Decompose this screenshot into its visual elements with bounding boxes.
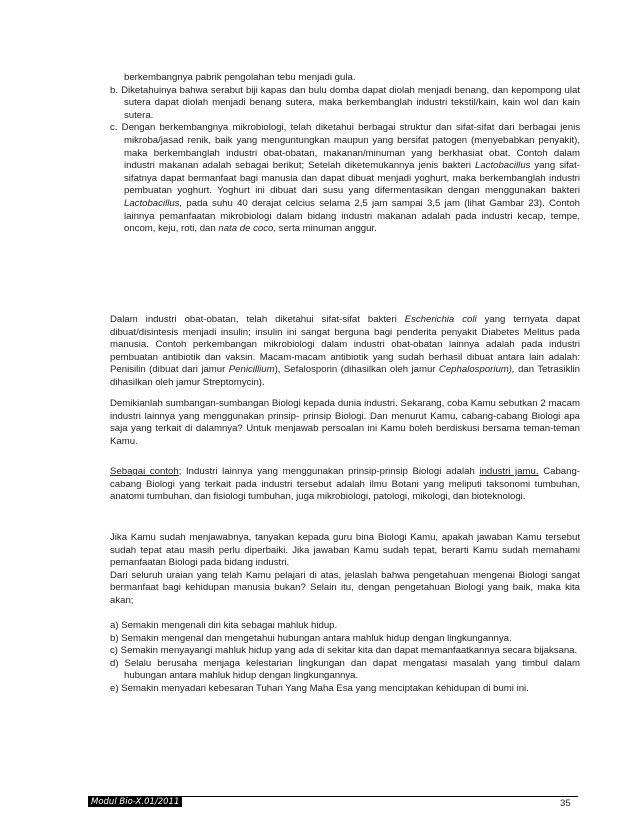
italic-term: Escherichia coli [404, 314, 477, 325]
text-run: pada suhu 40 derajat celcius selama 2,5 jam sampai 3,5 jam (lihat Gambar 23). Contoh lainnya pemanfaatan mikrobiologi dalam bidang industri makanan adalah pada industri kecap, tempe, oncom, keju, roti, dan [124, 197, 580, 235]
text-run: yang ternyata dapat dibuat/disintesis menjadi insulin; insulin ini sangat berguna bagi penderita penyakit Diabetes Melitus pada manusia. Contoh perkembangan mikrobiologi dalam industri obat-obatan lainnya adalah pada industri pembuatan antibiotik dan vaksin. Macam-macam antibiotik yang sudah berhasil dibuat antara lain adalah: Penisilin (dibuat dari jamur [110, 314, 580, 376]
list-marker: b. [110, 84, 119, 96]
list-marker: d) [110, 657, 119, 669]
list-marker: c) [110, 645, 118, 657]
list-item [110, 645, 580, 658]
list-item [110, 658, 580, 683]
list-item-text: Semakin mengenal dan mengetahui hubungan antara mahluk hidup dengan lingkungannya. [121, 632, 512, 644]
module-label: Modul Bio-X.01/2011 [88, 797, 182, 807]
list-item-text: Semakin menyayangi mahluk hidup yang ada di sekitar kita dan dapat memanfaatkannya secara bijaksana. [120, 645, 578, 657]
italic-term: Cephalosporium), [438, 364, 515, 376]
text-run: ; Industri lainnya yang menggunakan prinsip-prinsip Biologi adalah [178, 466, 480, 477]
industry-list-top [110, 72, 580, 236]
text-run: dan Tetrasiklin dihasilkan oleh jamur Streptomycin). [110, 364, 580, 388]
italic-term: Lactobacillus [474, 160, 531, 172]
text-run: Dalam industri obat-obatan, telah diketahui sifat-sifat bakteri [110, 314, 405, 325]
list-marker: e) [110, 682, 119, 694]
list-item-text: Semakin menyadari kebesaran Tuhan Yang Maha Esa yang menciptakan kehidupan di bumi ini. [121, 682, 529, 694]
example-label: Sebagai contoh [110, 466, 179, 477]
list-marker: c. [110, 122, 118, 134]
paragraph-medicine [110, 314, 580, 390]
item-a-continuation: berkembangnya pabrik pengolahan tebu menjadi gula. [124, 72, 356, 83]
list-marker: b) [110, 632, 119, 644]
italic-term: Lactobacillus, [124, 197, 183, 209]
text-run: yang sifat-sifatnya dapat bermanfaat bagi manusia dan dapat dibuat menjadi yoghurt, maka berkembanglah industri pembuatan yoghurt. Yoghurt ini dibuat dari susu yang difermentasikan dengan menggunakan bakteri [124, 160, 580, 197]
list-item-text: Semakin mengenali diri kita sebagai mahluk hidup. [121, 620, 338, 631]
benefits-list [110, 620, 580, 696]
text-run: ), Sefalosporin (dihasilkan oleh jamur [274, 364, 439, 376]
list-item [110, 633, 580, 646]
list-item [110, 620, 580, 633]
paragraph-text [110, 466, 580, 504]
list-item-b [110, 85, 580, 123]
text-run: Cabang-cabang Biologi yang terkait pada industri tersebut adalah ilmu Botani yang meliputi taksonomi tumbuhan, anatomi tumbuhan, dan fisiologi tumbuhan, juga mikrobiologi, patologi, mikologi, dan bioteknologi. [110, 466, 580, 503]
paragraph-text [110, 314, 580, 390]
list-item-text: Diketahuinya bahwa serabut biji kapas dan bulu domba dapat diolah menjadi benang, dan kepompong ulat sutera dapat diolah menjadi benang sutera, maka berkembanglah industri tekstil/kain, kain wol dan kain sutera. [121, 84, 580, 121]
italic-term: Penicillium [228, 364, 275, 376]
text-run: serta minuman anggur. [276, 223, 377, 235]
paragraph-text: Jika Kamu sudah menjawabnya, tanyakan kepada guru bina Biologi Kamu, apakah jawaban Kamu tersebut sudah tepat atau masih perlu diperbaiki. Jika jawaban Kamu sudah tepat, berarti Kamu sudah memahami pemanfaatan Biologi pada bidang industri. [110, 532, 580, 569]
paragraph-text: Demikianlah sumbangan-sumbangan Biologi kepada dunia industri. Sekarang, coba Kamu sebutkan 2 macam industri lainnya yang menggunakan prinsip- prinsip Biologi. Dan menurut Kamu, cabang-cabang Biologi apa saja yang terkait di dalamnya? Untuk menjawab persoalan ini Kamu boleh berdiskusi bersama teman-teman Kamu. [110, 398, 580, 447]
paragraph-text: Dari seluruh uraian yang telah Kamu pelajari di atas, jelaslah bahwa pengetahuan mengenai Biologi sangat bermanfaat bagi kehidupan manusia bukan? Selain itu, dengan pengetahuan Biologi yang baik, maka kita akan; [110, 569, 580, 606]
list-item-text: Selalu berusaha menjaga kelestarian lingkungan dan dapat mengatasi masalah yang timbul dalam hubungan antara mahluk hidup dengan lingkungannya. [124, 657, 580, 682]
list-item-c [110, 122, 580, 235]
list-marker: a) [110, 620, 119, 631]
paragraph-example [110, 466, 580, 504]
italic-term: nata de coco, [218, 223, 276, 235]
page-number: 35 [560, 798, 571, 809]
list-item [110, 683, 580, 696]
underlined-term: industri jamu. [479, 466, 539, 477]
paragraph-contributions [110, 398, 580, 448]
paragraph-answer [110, 532, 580, 608]
text-run: Dengan berkembangnya mikrobiologi, telah diketahui berbagai struktur dan sifat-sifat dari berbagai jenis mikroba/jasad renik, baik yang menguntungkan maupun yang bersifat patogen (menyebabkan penyakit), maka berkembanglah industri obat-obatan, makanan/minuman yang berkhasiat obat. Contoh dalam industri makanan adalah sebagai berikut; Setelah diketemukannya jenis bakteri [121, 122, 580, 172]
